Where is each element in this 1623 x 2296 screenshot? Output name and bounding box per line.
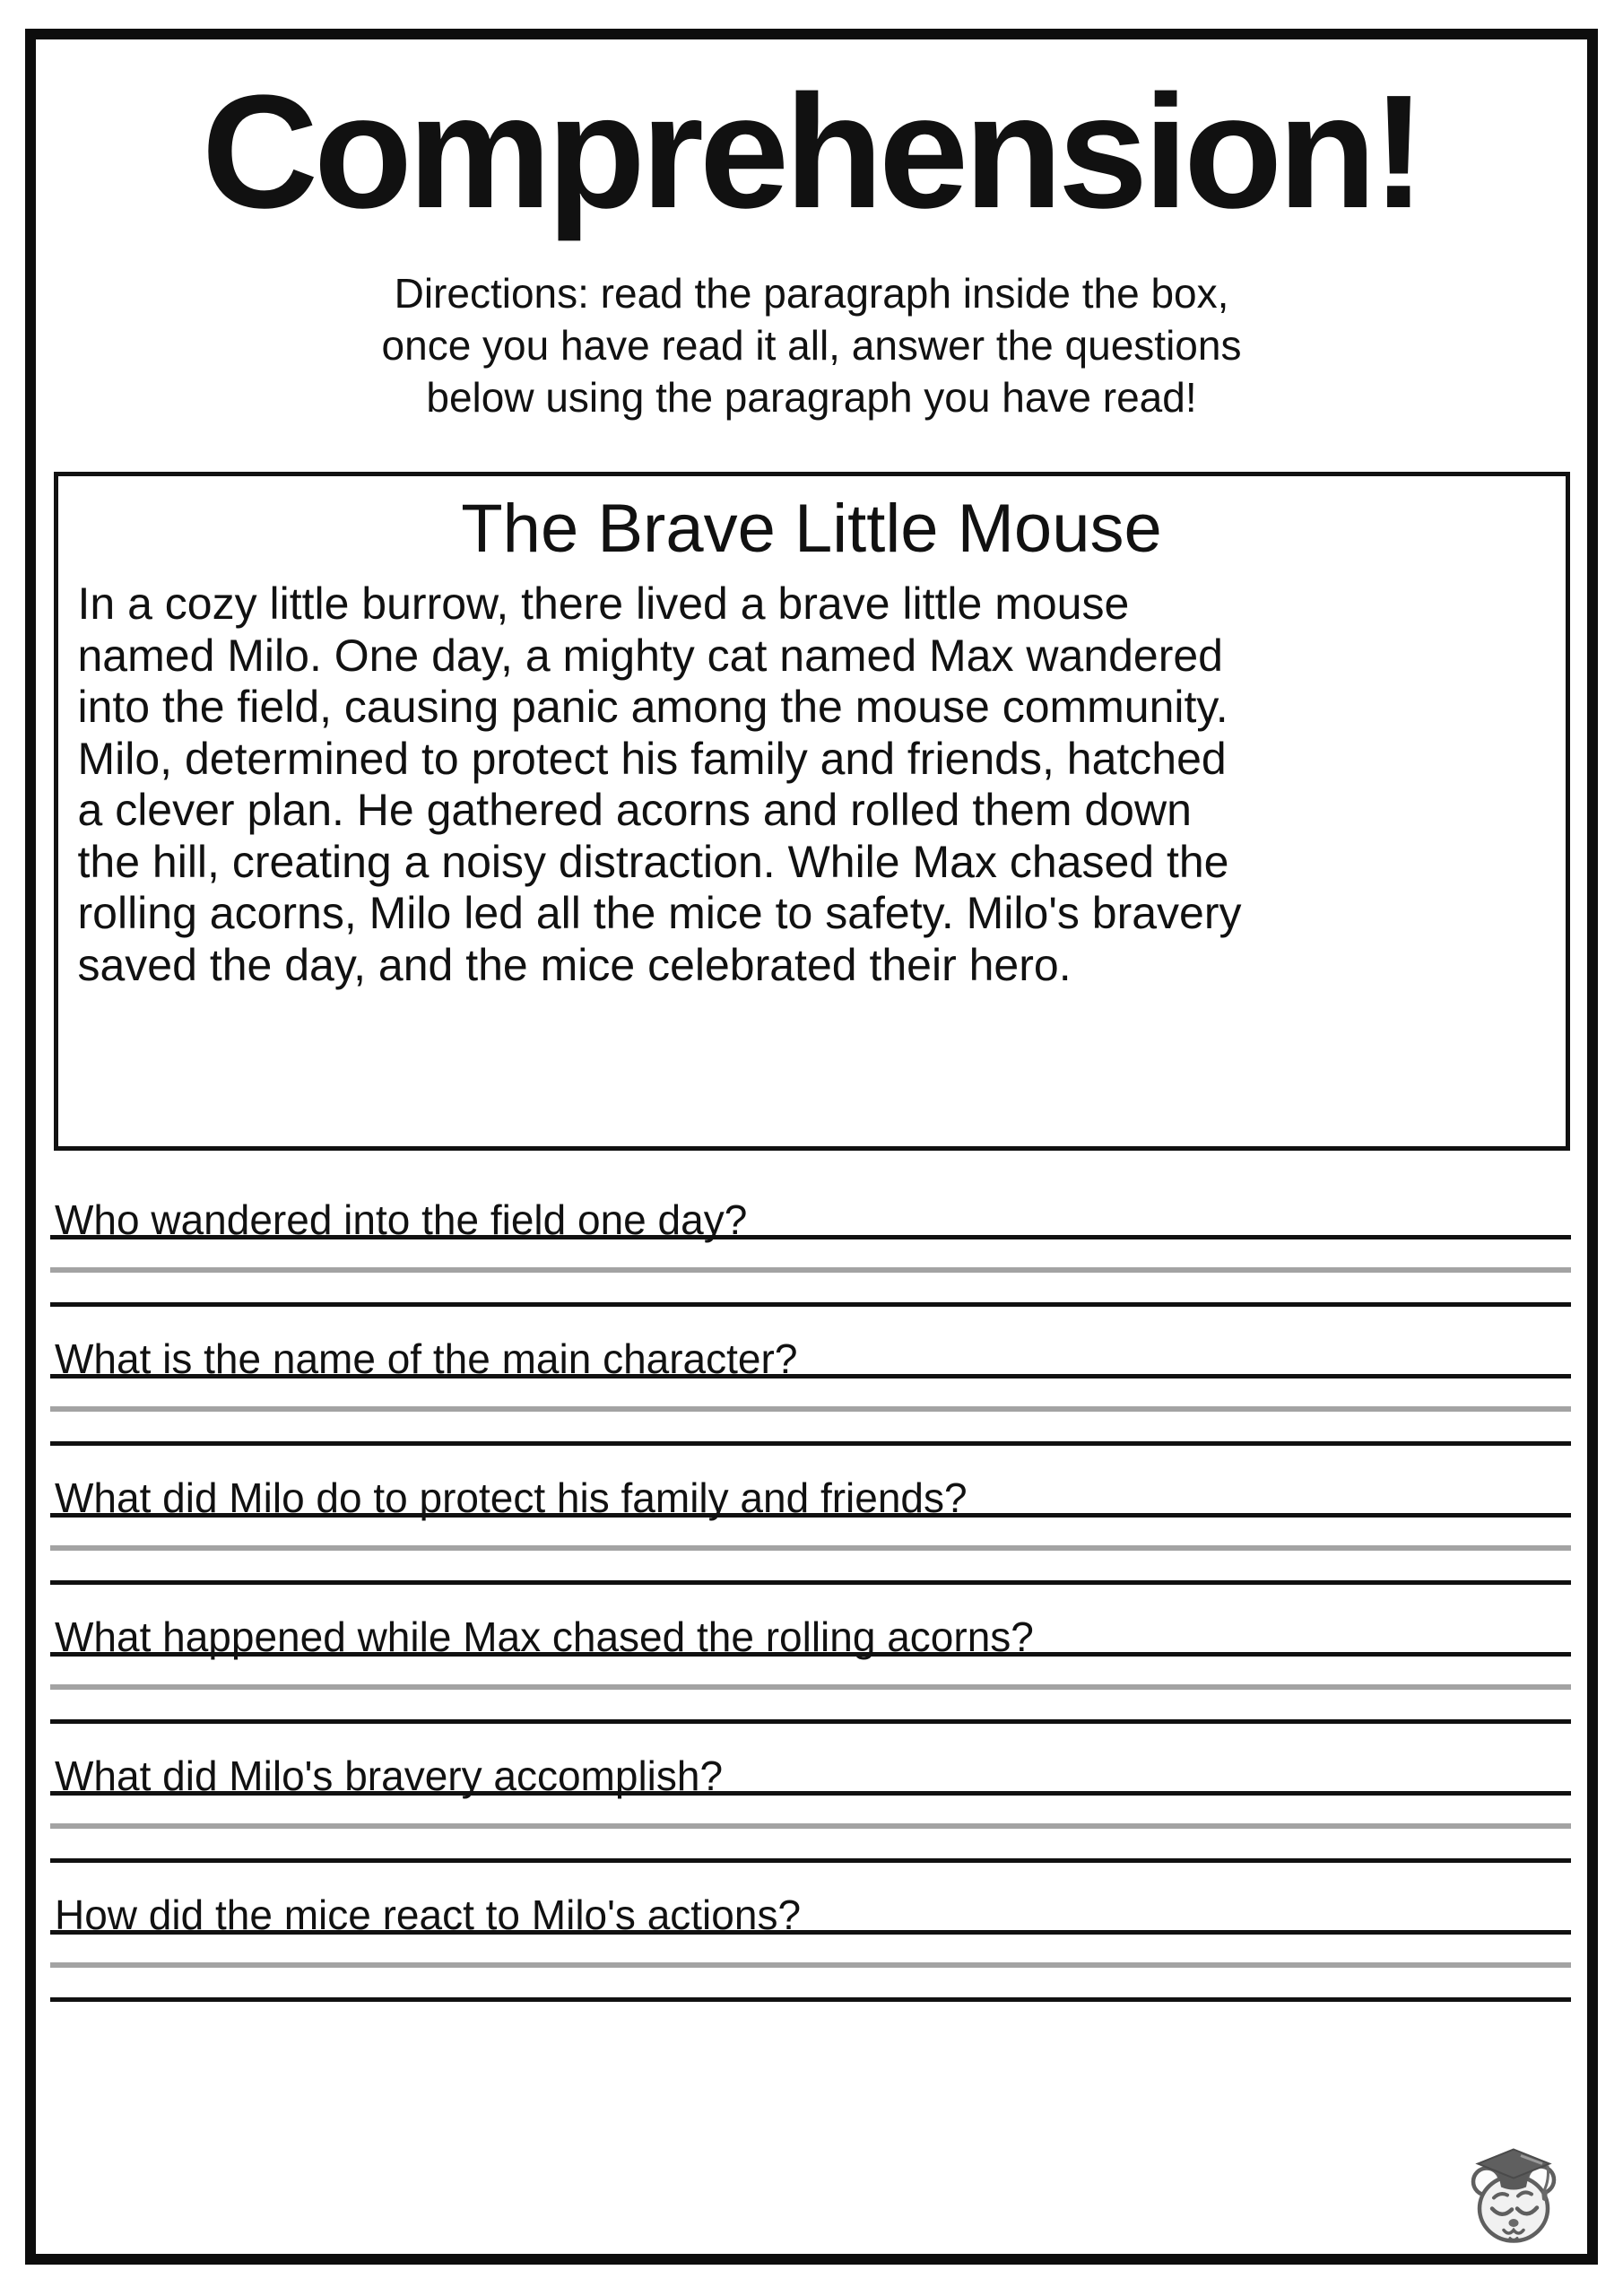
- question-label-line: [50, 1745, 1571, 1799]
- answer-line-black: [50, 1690, 1571, 1724]
- answer-line-black: [50, 1273, 1571, 1307]
- question-label: How did the mice react to Milo's actions?: [55, 1892, 802, 1938]
- questions-section: [50, 1189, 1571, 2002]
- passage-line: Milo, determined to protect his family and friends, hatched: [77, 733, 1227, 784]
- question-label-line: [50, 1189, 1571, 1243]
- question-block: [50, 1467, 1571, 1585]
- question-label: What happened while Max chased the rolling acorns?: [55, 1613, 1034, 1660]
- question-block: [50, 1328, 1571, 1446]
- passage-line: into the field, causing panic among the mouse community.: [77, 682, 1228, 732]
- directions-line: once you have read it all, answer the questions: [381, 322, 1242, 369]
- answer-line-black: [50, 1829, 1571, 1863]
- passage-line: named Milo. One day, a mighty cat named Max wandered: [77, 630, 1223, 681]
- question-label-line: [50, 1328, 1571, 1382]
- directions-line: Directions: read the paragraph inside the box,: [394, 270, 1229, 317]
- question-block: [50, 1884, 1571, 2002]
- worksheet-title: Comprehension!: [201, 62, 1422, 242]
- question-label-line: [50, 1467, 1571, 1521]
- answer-line-gray: [50, 1796, 1571, 1829]
- passage-line: saved the day, and the mice celebrated their hero.: [77, 939, 1072, 990]
- directions-text: [36, 267, 1587, 423]
- question-label: Who wandered into the field one day?: [55, 1196, 748, 1243]
- answer-line-gray: [50, 1935, 1571, 1968]
- answer-line-gray: [50, 1378, 1571, 1412]
- answer-line-black: [50, 1968, 1571, 2002]
- answer-line-gray: [50, 1657, 1571, 1690]
- page-frame: [25, 29, 1598, 2265]
- answer-line-gray: [50, 1518, 1571, 1551]
- question-label: What did Milo do to protect his family and friends?: [55, 1474, 968, 1521]
- passage-box: [54, 472, 1570, 1151]
- passage-line: the hill, creating a noisy distraction. While Max chased the: [77, 836, 1229, 887]
- question-label: What is the name of the main character?: [55, 1335, 798, 1382]
- passage-paragraph: [78, 578, 1546, 991]
- panda-graduation-cap-logo: [1469, 2144, 1558, 2248]
- answer-line-black: [50, 1551, 1571, 1585]
- question-block: [50, 1189, 1571, 1307]
- question-block: [50, 1745, 1571, 1863]
- passage-line: In a cozy little burrow, there lived a brave little mouse: [77, 578, 1130, 629]
- question-label-line: [50, 1606, 1571, 1660]
- question-block: [50, 1606, 1571, 1724]
- directions-line: below using the paragraph you have read!: [426, 374, 1197, 421]
- answer-line-black: [50, 1412, 1571, 1446]
- passage-line: rolling acorns, Milo led all the mice to safety. Milo's bravery: [77, 888, 1242, 938]
- answer-line-gray: [50, 1239, 1571, 1273]
- passage-line: a clever plan. He gathered acorns and rolled them down: [77, 785, 1192, 835]
- passage-title: The Brave Little Mouse: [461, 491, 1162, 567]
- question-label-line: [50, 1884, 1571, 1938]
- question-label: What did Milo's bravery accomplish?: [55, 1752, 724, 1799]
